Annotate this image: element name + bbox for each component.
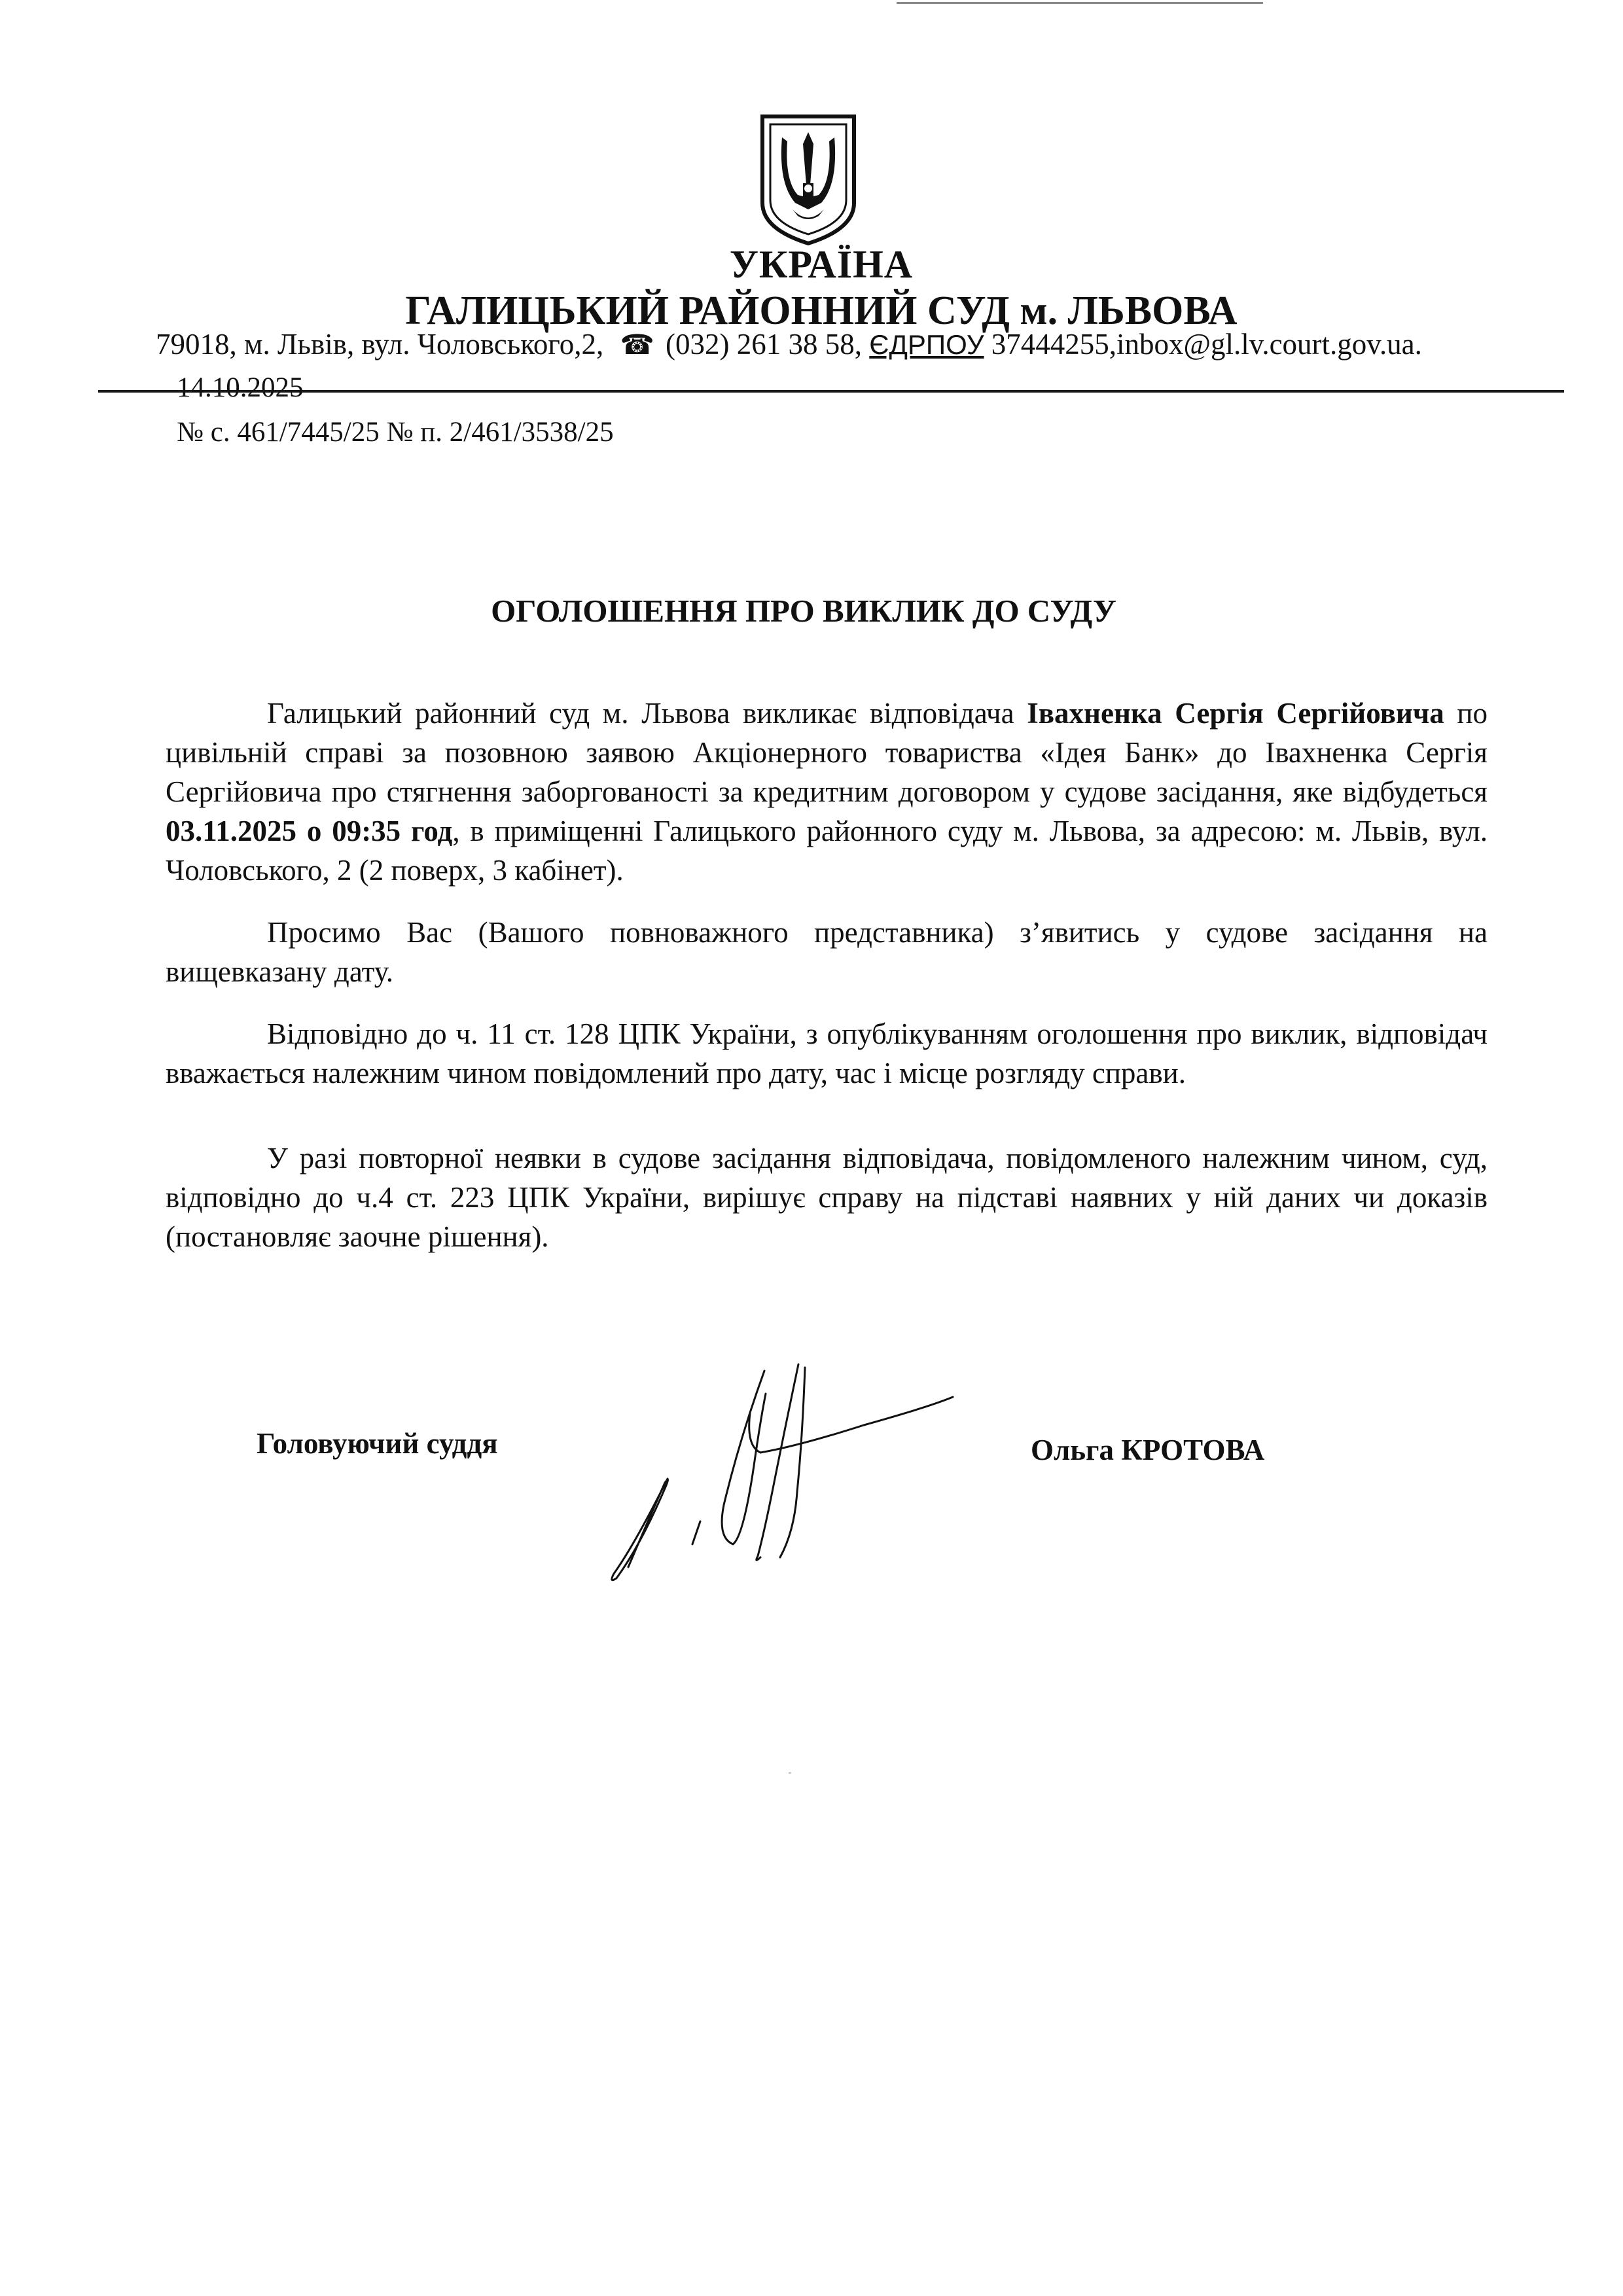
paragraph-text: по цивільній справі за позовною заявою Акціонерного товариства «Ідея Банк» до Івахненка Сергія Сергійовича про стягнення заборгованості за кредитним договором у судове засідання, яке відбудеться	[166, 697, 1488, 808]
country-heading: УКРАЇНА	[729, 243, 914, 286]
paragraph-default-judgment	[166, 1139, 1488, 1256]
scan-artifact-line	[897, 2, 1263, 4]
edrpou-label: ЄДРПОУ	[869, 329, 984, 360]
scan-artifact-dot	[789, 1772, 791, 1774]
judge-name: Ольга КРОТОВА	[1031, 1434, 1265, 1466]
case-numbers: № с. 461/7445/25 № п. 2/461/3538/25	[177, 417, 614, 448]
court-address: 79018, м. Львів, вул. Чоловського,2,	[156, 328, 604, 361]
paragraph-text: У разі повторної неявки в судове засідання відповідача, повідомленого належним чином, суд, відповідно до ч.4 ст. 223 ЦПК України, вирішує справу на підставі наявних у ній даних чи доказів (постановляє заочне рішення).	[166, 1142, 1488, 1253]
paragraph-text: Відповідно до ч. 11 ст. 128 ЦПК України, з опублікуванням оголошення про виклик, відповідач вважається належним чином повідомлений про дату, час і місце розгляду справи.	[166, 1017, 1488, 1089]
handwritten-signature	[589, 1348, 955, 1597]
paragraph-legal-notice	[166, 1014, 1488, 1093]
edrpou-and-email: 37444255,inbox@gl.lv.court.gov.ua.	[991, 328, 1422, 361]
paragraph-text: , в приміщенні Галицького районного суду м. Львова, за адресою: м. Львів, вул. Чоловського, 2 (2 поверх, 3 кабінет).	[166, 815, 1488, 887]
hearing-datetime: 03.11.2025 о 09:35 год	[166, 815, 453, 847]
defendant-name: Івахненка Сергія Сергійовича	[1027, 697, 1444, 730]
header-divider	[98, 390, 1564, 393]
document-title: ОГОЛОШЕННЯ ПРО ВИКЛИК ДО СУДУ	[491, 593, 1116, 629]
court-phone: (032) 261 38 58,	[666, 328, 863, 361]
trident-emblem-icon	[756, 111, 861, 249]
paragraph-text: Просимо Вас (Вашого повноважного представника) з’явитись у судове засідання на вищевказану дату.	[166, 916, 1488, 988]
phone-icon: ☎	[620, 330, 654, 361]
paragraph-text: Галицький районний суд м. Львова викликає відповідача	[267, 697, 1027, 730]
document-date: 14.10.2025	[177, 372, 304, 403]
paragraph-request	[166, 913, 1488, 991]
presiding-judge-title: Головуючий суддя	[257, 1427, 498, 1460]
court-contacts-line	[156, 327, 1563, 361]
paragraph-summons	[166, 694, 1488, 890]
court-name-heading: ГАЛИЦЬКИЙ РАЙОННИЙ СУД м. ЛЬВОВА	[405, 289, 1238, 333]
